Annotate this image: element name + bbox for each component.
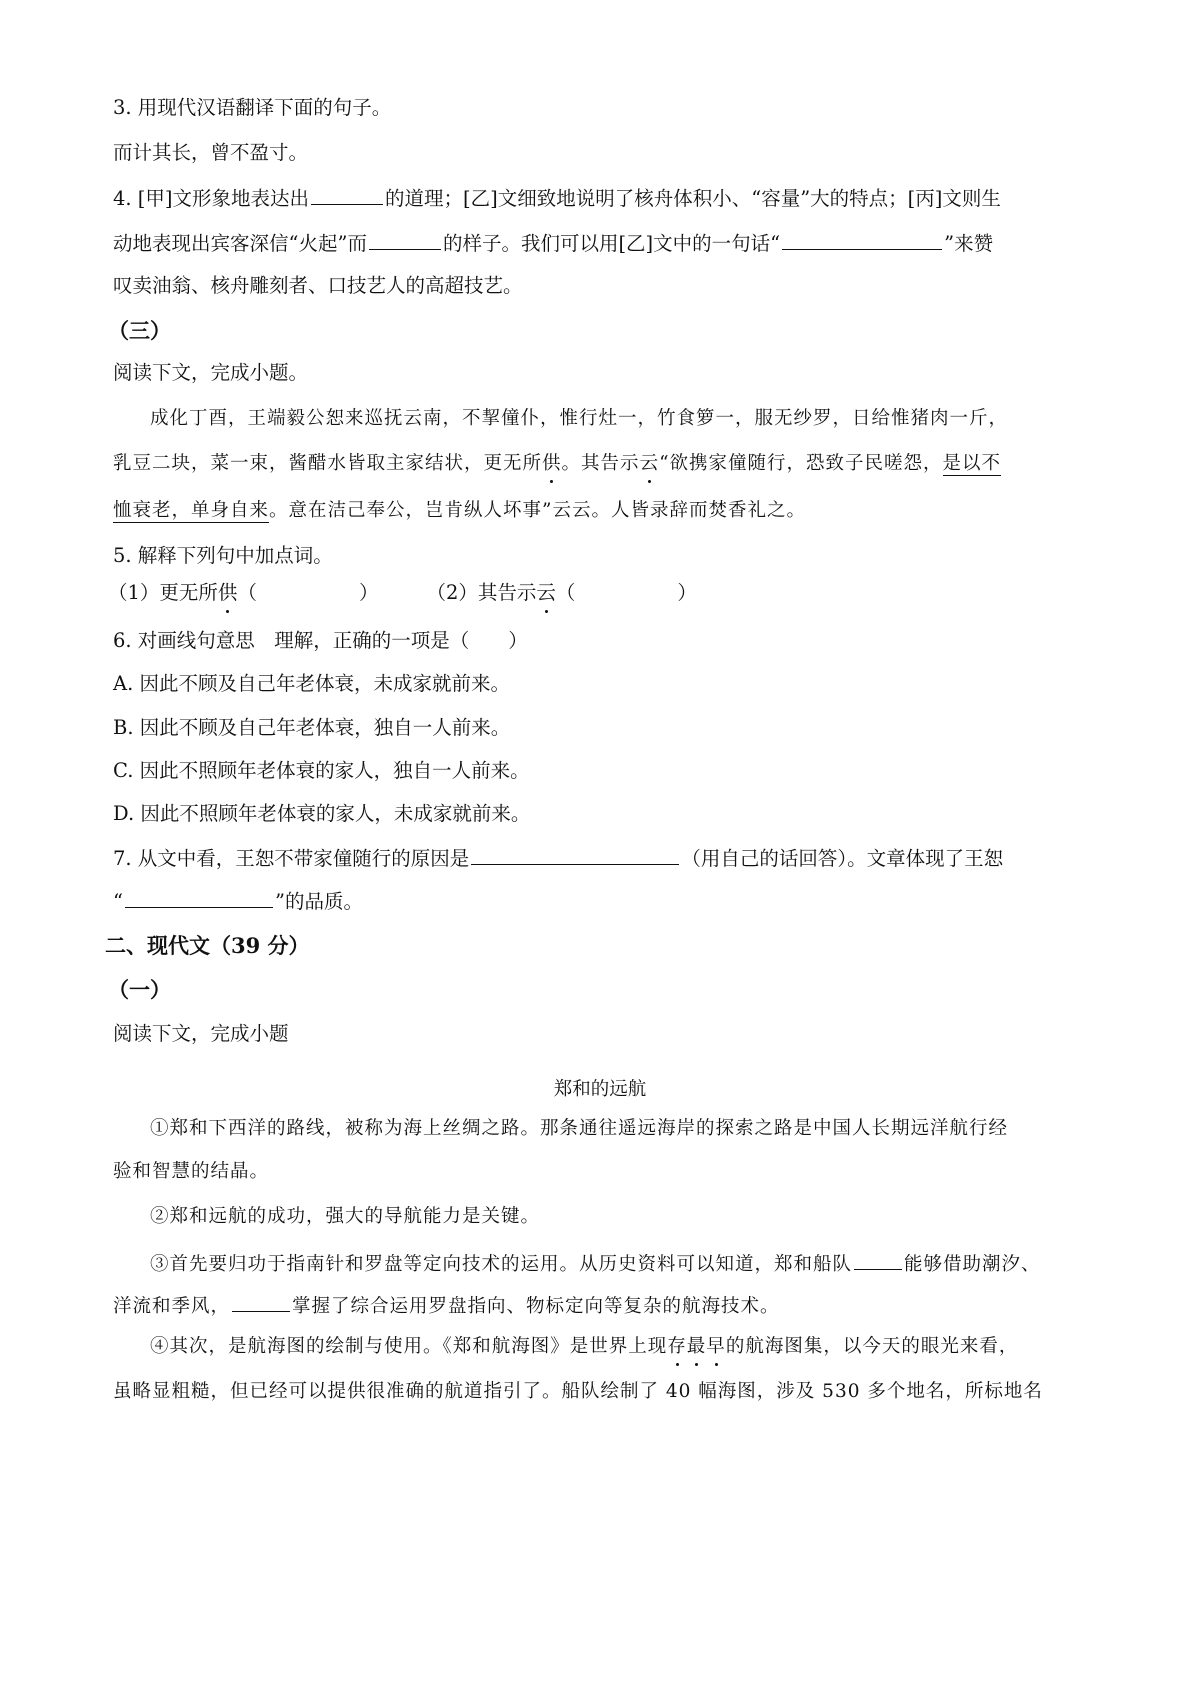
passage-line: 恤衰老，单身自来。意在洁己奉公，岂肯纵人坏事”云云。人皆录辞而焚香礼之。 <box>113 500 806 521</box>
article-paragraph-4-cont: 虽略显粗糙，但已经可以提供很准确的航道指引了。船队绘制了 40 幅海图，涉及 530 多个地名，所标地名 <box>113 1381 1043 1402</box>
option-c[interactable]: C. 因此不照顾年老体衰的家人，独自一人前来。 <box>113 759 530 782</box>
answer-blank[interactable] <box>369 233 441 250</box>
article-paragraph-3-cont: 洋流和季风， 掌握了综合运用罗盘指向、物标定向等复杂的航海技术。 <box>113 1296 780 1317</box>
passage-line: 成化丁酉，王端毅公恕来巡抚云南，不挈僮仆，惟行灶一，竹食箩一，服无纱罗，日给惟猪肉一斤， <box>150 408 1009 429</box>
dotted-character: 供 <box>542 453 562 474</box>
dotted-character: 最 <box>686 1336 707 1357</box>
part-title: 二、现代文（39 分） <box>105 933 310 958</box>
option-b[interactable]: B. 因此不顾及自己年老体衰，独自一人前来。 <box>113 716 511 739</box>
answer-blank[interactable] <box>782 233 942 250</box>
question-3: 3. 用现代汉语翻译下面的句子。 <box>113 96 392 119</box>
question-4-line-3: 叹卖油翁、核舟雕刻者、口技艺人的高超技艺。 <box>113 274 523 297</box>
dotted-character: 早 <box>706 1336 726 1357</box>
answer-blank[interactable] <box>854 1253 902 1270</box>
answer-blank[interactable] <box>311 188 383 205</box>
question-5: 5. 解释下列句中加点词。 <box>113 544 333 567</box>
question-7-line-1: 7. 从文中看，王恕不带家僮随行的原因是 （用自己的话回答）。文章体现了王恕 <box>113 847 1004 870</box>
article-paragraph-3: ③首先要归功于指南针和罗盘等定向技术的运用。从历史资料可以知道，郑和船队 能够借助潮汐、 <box>150 1254 1041 1275</box>
answer-blank[interactable] <box>125 891 273 908</box>
reading-instruction: 阅读下文，完成小题。 <box>113 361 309 384</box>
dotted-character: 供 <box>217 581 238 604</box>
article-title: 郑和的远航 <box>553 1079 647 1100</box>
article-paragraph-4: ④其次，是航海图的绘制与使用。《郑和航海图》是世界上现存最早的航海图集，以今天的眼光来看， <box>150 1336 1019 1357</box>
article-paragraph-2: ②郑和远航的成功，强大的导航能力是关键。 <box>150 1206 541 1227</box>
dotted-character: 云 <box>639 453 660 474</box>
question-3-sentence: 而计其长，曾不盈寸。 <box>113 141 309 164</box>
question-7-line-2: “ ”的品质。 <box>113 890 363 913</box>
section-title-1: （一） <box>108 977 171 1002</box>
question-4-line-1: 4. [甲]文形象地表达出 的道理；[乙]文细致地说明了核舟体积小、“容量”大的特点；[丙]文则生 <box>113 187 1001 210</box>
dotted-character: 存 <box>667 1336 687 1357</box>
reading-instruction: 阅读下文，完成小题 <box>113 1022 289 1045</box>
question-5-items: （1）更无所供（ ） （2）其告示云（ ） <box>108 581 697 604</box>
section-title-3: （三） <box>108 318 171 343</box>
answer-blank[interactable] <box>232 1295 290 1312</box>
underlined-sentence: 是以不 <box>942 453 1002 474</box>
underlined-sentence: 恤衰老，单身自来 <box>113 500 270 521</box>
answer-blank[interactable] <box>471 848 679 865</box>
passage-line: 乳豆二块，菜一束，酱醋水皆取主家结状，更无所供。其告示云“欲携家僮随行，恐致子民嗟怨，是以不 <box>113 453 1002 474</box>
question-6: 6. 对画线句意思 理解，正确的一项是（ ） <box>113 629 528 652</box>
article-paragraph-1-cont: 验和智慧的结晶。 <box>113 1161 270 1182</box>
article-paragraph-1: ①郑和下西洋的路线，被称为海上丝绸之路。那条通往遥远海岸的探索之路是中国人长期远洋航行经 <box>150 1118 1009 1139</box>
dotted-character: 云 <box>536 581 556 604</box>
question-4-line-2: 动地表现出宾客深信“火起”而 的样子。我们可以用[乙]文中的一句话“ ”来赞 <box>113 232 994 255</box>
option-a[interactable]: A. 因此不顾及自己年老体衰，未成家就前来。 <box>113 672 510 695</box>
option-d[interactable]: D. 因此不照顾年老体衰的家人，未成家就前来。 <box>113 802 531 825</box>
